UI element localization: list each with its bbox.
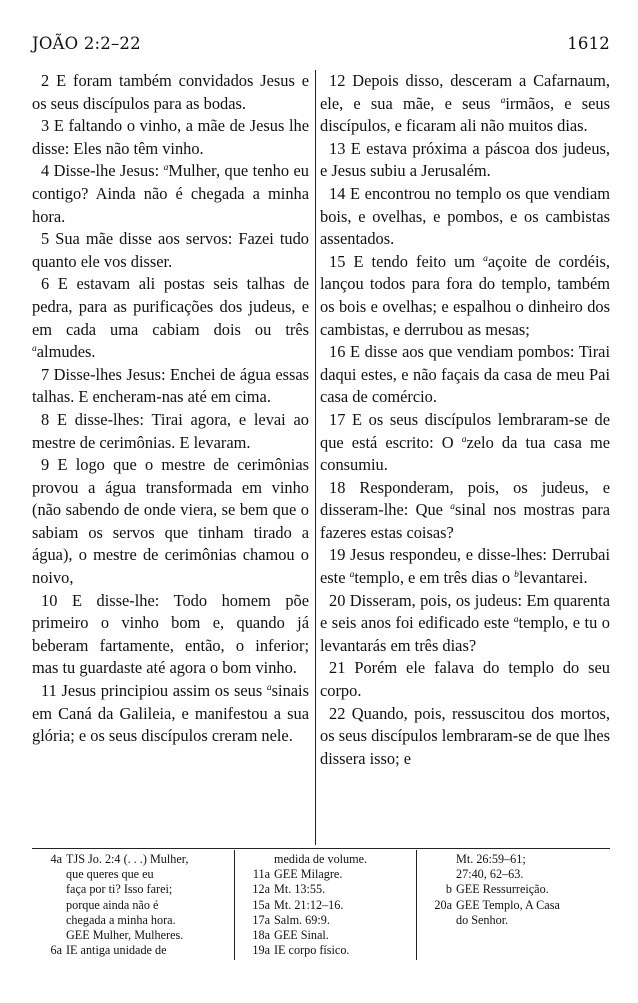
verse-text: 20 Disseram, pois, os judeus: Em quarenta e seis anos foi edificado este: [320, 590, 610, 633]
footnote-entry: [422, 882, 610, 897]
verse: [320, 251, 610, 341]
footnote-entry: [422, 913, 610, 928]
verse: [320, 657, 610, 702]
verse-text: sinal nos mostras para fazeres estas coisas?: [320, 500, 610, 542]
footnote-column-1: [32, 852, 228, 958]
verse: [32, 364, 309, 409]
footnote-marker[interactable]: a: [450, 502, 456, 513]
page-header: [32, 34, 610, 60]
footnote-ref: 15a: [252, 897, 270, 912]
verse: [32, 70, 309, 115]
verse: [32, 409, 309, 454]
page-number: 1612: [567, 34, 610, 53]
footnote-text: IE corpo físico.: [274, 943, 350, 958]
footnote-entry: [240, 852, 412, 867]
footnote-column-3: [422, 852, 610, 928]
verse-text: 17 E os seus discípulos lembraram-se de que está escrito: O: [320, 409, 610, 452]
footnote-ref: 4a: [50, 852, 62, 866]
footnote-marker[interactable]: a: [461, 434, 467, 445]
footnote-text: porque ainda não é: [66, 897, 159, 912]
footnote-text: TJS Jo. 2:4 (. . .) Mulher,: [66, 852, 189, 866]
verse-text: 8 E disse-lhes: Tirai agora, e levai ao mestre de cerimônias. E levaram.: [32, 409, 309, 452]
footnote-ref: 20a: [434, 897, 452, 912]
verse: [32, 454, 309, 590]
footnote-text: Salm. 69:9.: [274, 912, 330, 927]
footnote-divider: [32, 848, 610, 849]
footnote-ref: 11a: [252, 867, 270, 882]
verse: [32, 590, 309, 680]
footnote-ref: 18a: [252, 927, 270, 942]
footnote-entry: [422, 898, 610, 913]
verse: [320, 703, 610, 771]
verse-text: 14 E encontrou no templo os que vendiam bois, e ovelhas, e pombos, e os cambistas assentados.: [320, 183, 610, 249]
verse-text: 18 Responderam, pois, os judeus, e disseram-lhe: Que: [320, 477, 610, 520]
footnote-text: IE antiga unidade de: [66, 943, 167, 958]
footnote-marker[interactable]: a: [500, 95, 506, 106]
verse-text: 19 Jesus respondeu, e disse-lhes: Derrubai este: [320, 545, 610, 588]
verse-text: zelo da tua casa me consumiu.: [320, 432, 610, 475]
verse: [320, 183, 610, 251]
verse: [320, 341, 610, 409]
left-verse-column: [32, 70, 309, 748]
footnote-marker[interactable]: a: [32, 344, 37, 355]
footnote-marker[interactable]: a: [163, 163, 169, 174]
verse-text: 13 E estava próxima a páscoa dos judeus, e Jesus subiu a Jerusalém.: [320, 138, 610, 181]
footnote-text: Mt. 21:12–16.: [274, 897, 344, 912]
footnote-entry: [240, 898, 412, 913]
footnote-ref: 12a: [252, 882, 270, 897]
footnote-entry: [32, 867, 228, 882]
verse: [320, 590, 610, 658]
verse-text: 15 E tendo feito um: [329, 251, 484, 271]
footnote-ref: 17a: [252, 912, 270, 927]
verse: [32, 228, 309, 273]
footnote-entry: [240, 867, 412, 882]
footnote-entry: [32, 898, 228, 913]
footnote-entry: [32, 852, 228, 867]
footnote-entry: [240, 928, 412, 943]
verse-text: 22 Quando, pois, ressuscitou dos mortos, os seus discípulos lembraram-se de que lhes dissera isso; e: [320, 703, 610, 768]
verse-text: 21 Porém ele falava do templo do seu corpo.: [320, 658, 610, 701]
verse-text: almudes.: [36, 342, 96, 362]
footnote-text: que queres que eu: [66, 867, 154, 882]
verse: [320, 138, 610, 183]
footnote-marker[interactable]: a: [513, 615, 519, 626]
verse-text: 16 E disse aos que vendiam pombos: Tirai daqui estes, e não façais da casa de meu Pai casa de comércio.: [320, 342, 610, 407]
footnote-marker[interactable]: a: [349, 570, 355, 581]
verse-text: templo, e tu o levantarás em três dias?: [320, 613, 610, 655]
footnote-ref: b: [445, 882, 452, 897]
footnote-text: GEE Milagre.: [274, 867, 343, 882]
footnote-text: GEE Templo, A Casa: [456, 897, 560, 912]
verse-text: 11 Jesus principiou assim os seus: [41, 681, 267, 701]
verse-text: sinais em Caná da Galileia, e manifestou a sua glória; e os seus discípulos creram nele.: [32, 681, 309, 746]
verse-text: templo, e em três dias o: [354, 568, 515, 588]
footnote-entry: [32, 943, 228, 958]
column-divider: [315, 70, 316, 845]
footnote-text: medida de volume.: [274, 852, 368, 866]
footnote-text: GEE Sinal.: [274, 927, 329, 942]
footnote-ref: 19a: [252, 943, 270, 958]
footnote-entry: [32, 882, 228, 897]
verse: [320, 477, 610, 545]
footnote-entry: [422, 852, 610, 867]
verse: [32, 680, 309, 748]
footnote-text: Mt. 13:55.: [274, 882, 326, 897]
verse-text: irmãos, e seus discípulos, e ficaram ali não muitos dias.: [320, 93, 611, 136]
verse: [320, 409, 610, 477]
verse-text: açoite de cordéis, lançou todos para fora do templo, também os bois e ovelhas; e espalhou o dinheiro dos cambistas, e derrubou as mesas;: [320, 251, 610, 339]
verse-text: 5 Sua mãe disse aos servos: Fazei tudo quanto ele vos disser.: [32, 229, 309, 271]
footnote-column-2: [240, 852, 412, 958]
footnote-text: faça por ti? Isso farei;: [66, 882, 173, 897]
footnote-marker[interactable]: b: [514, 570, 519, 581]
verse-text: levantarei.: [518, 568, 588, 588]
footnote-column-divider: [416, 850, 417, 960]
verse: [320, 544, 610, 589]
footnote-entry: [422, 867, 610, 882]
verse-text: 10 E disse-lhe: Todo homem põe primeiro o vinho bom e, quando já beberam fartamente, então, o inferior; mas tu guardaste até agora o bom vinho.: [32, 590, 309, 678]
footnote-text: chegada a minha hora.: [66, 912, 176, 927]
footnote-marker[interactable]: a: [483, 253, 488, 264]
verse-text: 7 Disse-lhes Jesus: Enchei de água essas talhas. E encheram-nas até em cima.: [32, 364, 309, 407]
verse-text: 2 E foram também convidados Jesus e os seus discípulos para as bodas.: [32, 71, 309, 113]
footnote-ref: 6a: [50, 943, 62, 958]
verse-text: Mulher, que tenho eu contigo? Ainda não é chegada a minha hora.: [32, 161, 309, 226]
verse: [320, 70, 610, 138]
footnote-column-divider: [234, 850, 235, 960]
right-verse-column: [320, 70, 610, 770]
footnote-marker[interactable]: a: [266, 683, 272, 694]
chapter-reference: JOÃO 2:2–22: [32, 34, 141, 53]
verse-text: 9 E logo que o mestre de cerimônias provou a água transformada em vinho (não sabendo de onde viera, se bem que o sabiam os servos que tinham tirado a água), o mestre de cerimônias chamou o noivo,: [32, 455, 309, 588]
footnote-text: Mt. 26:59–61;: [456, 852, 526, 866]
footnote-entry: [240, 943, 412, 958]
footnote-text: GEE Mulher, Mulheres.: [66, 927, 184, 942]
footnote-entry: [32, 928, 228, 943]
footnote-entry: [32, 913, 228, 928]
verse-text: 6 E estavam ali postas seis talhas de pedra, para as purificações dos judeus, e em cada uma cabiam dois ou três: [32, 274, 309, 339]
verse: [32, 160, 309, 228]
footnotes: [32, 852, 610, 962]
footnote-text: 27:40, 62–63.: [456, 867, 524, 882]
verse: [32, 273, 309, 363]
footnote-entry: [240, 882, 412, 897]
verse-text: 4 Disse-lhe Jesus:: [41, 161, 164, 181]
footnote-text: do Senhor.: [456, 912, 509, 927]
verse-text: 3 E faltando o vinho, a mãe de Jesus lhe disse: Eles não têm vinho.: [32, 116, 309, 158]
verse-text: 12 Depois disso, desceram a Cafarnaum, ele, e sua mãe, e seus: [320, 71, 610, 113]
verse-columns: [32, 70, 610, 842]
footnote-entry: [240, 913, 412, 928]
verse: [32, 115, 309, 160]
footnote-text: GEE Ressurreição.: [456, 882, 549, 897]
